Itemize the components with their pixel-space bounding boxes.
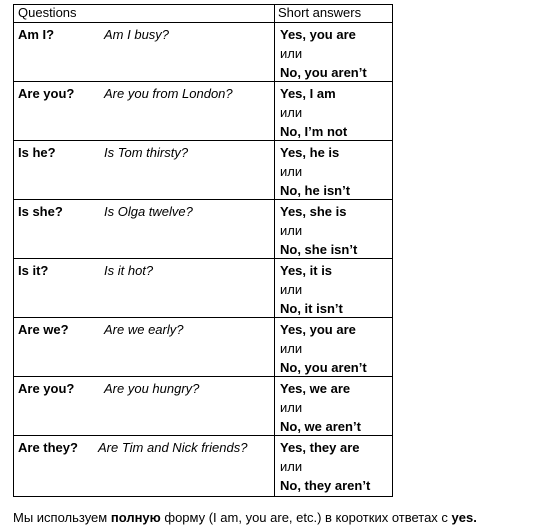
question-example: Is Olga twelve? bbox=[104, 204, 193, 219]
answer-or: или bbox=[280, 341, 303, 356]
question-short: Is it? bbox=[18, 263, 49, 278]
header-questions: Questions bbox=[18, 5, 77, 20]
answer-yes: Yes, it is bbox=[280, 263, 333, 278]
row-divider bbox=[14, 140, 392, 141]
row-divider bbox=[14, 317, 392, 318]
answer-yes: Yes, he is bbox=[280, 145, 340, 160]
row-divider bbox=[14, 258, 392, 259]
footer-bold1: полную bbox=[110, 510, 161, 525]
answer-or: или bbox=[280, 164, 303, 179]
answer-no: No, it isn’t bbox=[280, 301, 343, 316]
row-divider bbox=[14, 81, 392, 82]
header-short-answers: Short answers bbox=[278, 5, 362, 20]
answer-or: или bbox=[280, 282, 303, 297]
answer-no: No, you aren’t bbox=[280, 360, 367, 375]
answer-or: или bbox=[280, 459, 303, 474]
question-short: Is she? bbox=[18, 204, 63, 219]
answer-no: No, she isn’t bbox=[280, 242, 358, 257]
answer-no: No, we aren’t bbox=[280, 419, 361, 434]
row-divider bbox=[14, 435, 392, 436]
row-divider bbox=[14, 376, 392, 377]
question-example: Are Tim and Nick friends? bbox=[98, 440, 248, 455]
question-short: Is he? bbox=[18, 145, 56, 160]
row-divider bbox=[14, 22, 392, 23]
answer-or: или bbox=[280, 105, 303, 120]
answer-no: No, you aren’t bbox=[280, 65, 367, 80]
grammar-table bbox=[13, 4, 393, 497]
question-example: Is Tom thirsty? bbox=[104, 145, 189, 160]
footer-bold2: yes. bbox=[451, 510, 477, 525]
footer-note bbox=[13, 510, 477, 526]
answer-yes: Yes, you are bbox=[280, 322, 356, 337]
row-divider bbox=[14, 199, 392, 200]
answer-yes: Yes, they are bbox=[280, 440, 360, 455]
answer-yes: Yes, I am bbox=[280, 86, 336, 101]
question-short: Are we? bbox=[18, 322, 69, 337]
answer-yes: Yes, she is bbox=[280, 204, 347, 219]
question-short: Are you? bbox=[18, 381, 75, 396]
question-short: Am I? bbox=[18, 27, 55, 42]
question-example: Are you from London? bbox=[104, 86, 233, 101]
question-example: Am I busy? bbox=[104, 27, 170, 42]
answer-or: или bbox=[280, 223, 303, 238]
answer-no: No, he isn’t bbox=[280, 183, 351, 198]
answer-yes: Yes, we are bbox=[280, 381, 351, 396]
answer-yes: Yes, you are bbox=[280, 27, 356, 42]
answer-or: или bbox=[280, 46, 303, 61]
footer-part1: Мы используем bbox=[13, 510, 111, 525]
question-short: Are you? bbox=[18, 86, 75, 101]
question-example: Is it hot? bbox=[104, 263, 154, 278]
question-short: Are they? bbox=[18, 440, 78, 455]
question-example: Are you hungry? bbox=[104, 381, 200, 396]
column-divider bbox=[274, 5, 275, 496]
footer-part2: форму (I am, you are, etc.) в коротких ответах с bbox=[160, 510, 452, 525]
answer-or: или bbox=[280, 400, 303, 415]
answer-no: No, I’m not bbox=[280, 124, 348, 139]
question-example: Are we early? bbox=[104, 322, 184, 337]
answer-no: No, they aren’t bbox=[280, 478, 371, 493]
